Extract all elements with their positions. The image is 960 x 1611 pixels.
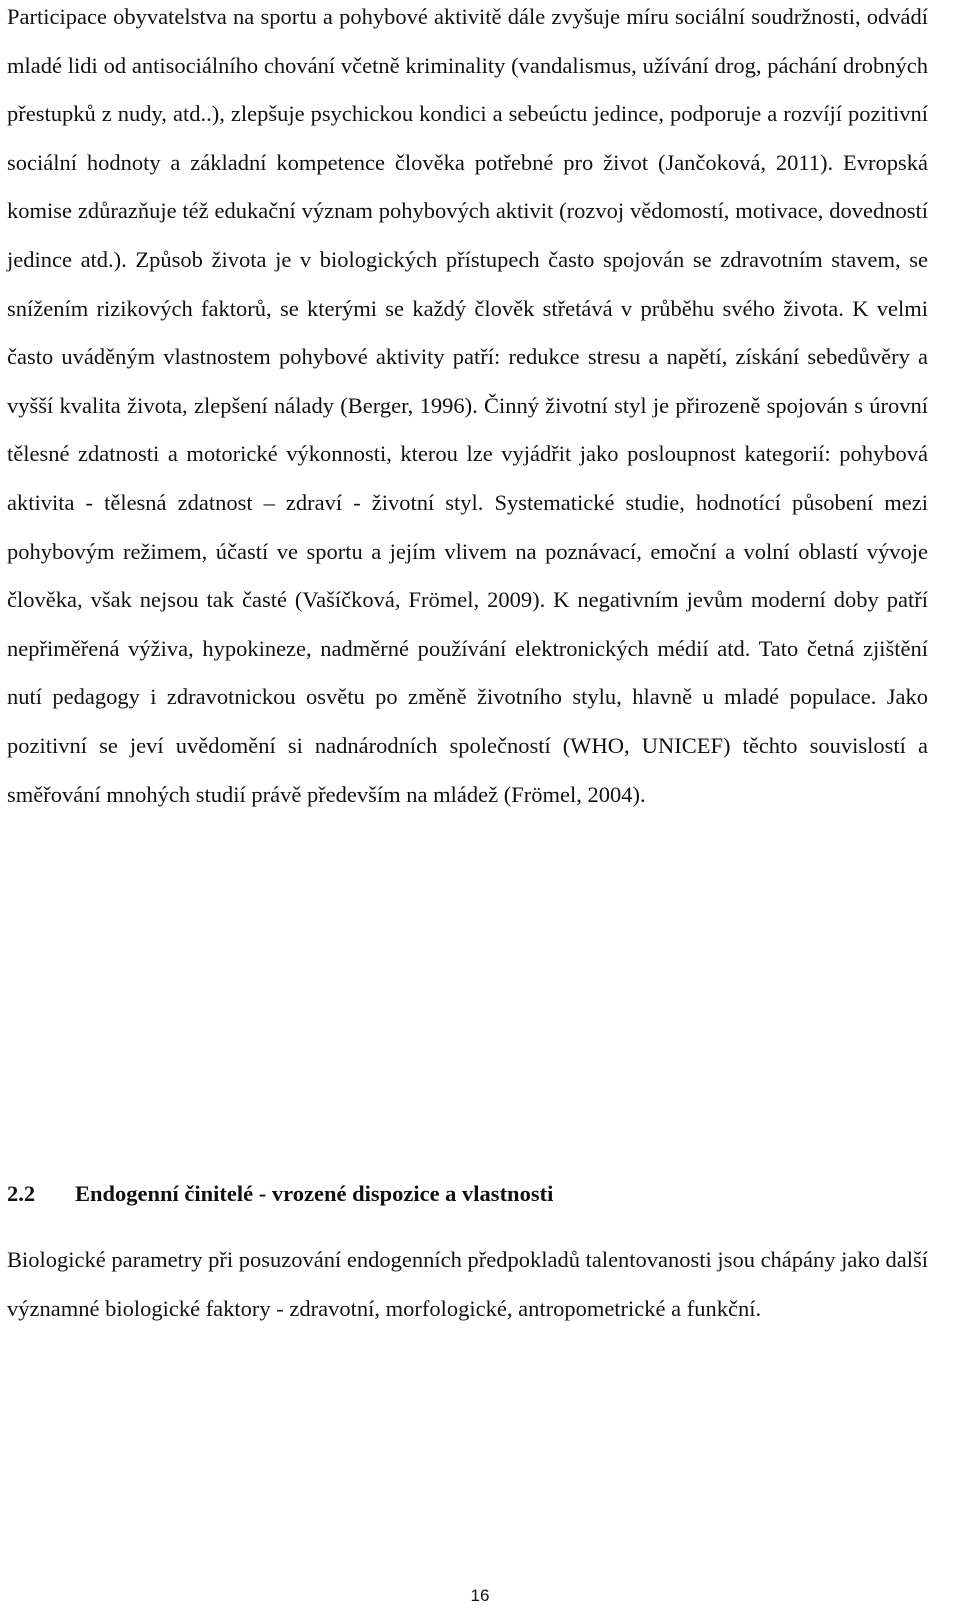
section-heading [7, 1179, 928, 1209]
page-number: 16 [470, 1586, 490, 1605]
body-paragraph: Participace obyvatelstva na sportu a pohybové aktivitě dále zvyšuje míru sociální soudržnosti, odvádí mladé lidi od antisociálního chování včetně kriminality (vandalismus, užívání drog, páchání drobných přestupků z nudy, atd..), zlepšuje psychickou kondici a sebeúctu jedince, podporuje a rozvíjí pozitivní sociální hodnoty a základní kompetence člověka potřebné pro život (Jančoková, 2011). Evropská komise zdůrazňuje též edukační význam pohybových aktivit (rozvoj vědomostí, motivace, dovedností jedince atd.). Způsob života je v biologických přístupech často spojován se zdravotním stavem, se snížením rizikových faktorů, se kterými se každý člověk střetává v průběhu svého života. K velmi často uváděným vlastnostem pohybové aktivity patří: redukce stresu a napětí, získání sebedůvěry a vyšší kvalita života, zlepšení nálady (Berger, 1996). Činný životní styl je přirozeně spojován s úrovní tělesné zdatnosti a motorické výkonnosti, kterou lze vyjádřit jako posloupnost kategorií: pohybová aktivita - tělesná zdatnost – zdraví - životní styl. Systematické studie, hodnotící působení mezi pohybovým režimem, účastí ve sportu a jejím vlivem na poznávací, emoční a volní oblastí vývoje člověka, však nejsou tak časté (Vašíčková, Frömel, 2009). K negativním jevům moderní doby patří nepřiměřená výživa, hypokineze, nadměrné používání elektronických médií atd. Tato četná zjištění nutí pedagogy i zdravotnickou osvětu po změně životního stylu, hlavně u mladé populace. Jako pozitivní se jeví uvědomění si nadnárodních společností (WHO, UNICEF) těchto souvislostí a směřování mnohých studií právě především na mládež (Frömel, 2004). [7, 4, 928, 807]
section-number: 2.2 [7, 1181, 36, 1206]
body-paragraph: Biologické parametry při posuzování endogenních předpokladů talentovanosti jsou chápány jako další významné biologické faktory - zdravotní, morfologické, antropometrické a funkční. [7, 1247, 929, 1321]
section-title: Endogenní činitelé - vrozené dispozice a vlastnosti [75, 1181, 554, 1206]
